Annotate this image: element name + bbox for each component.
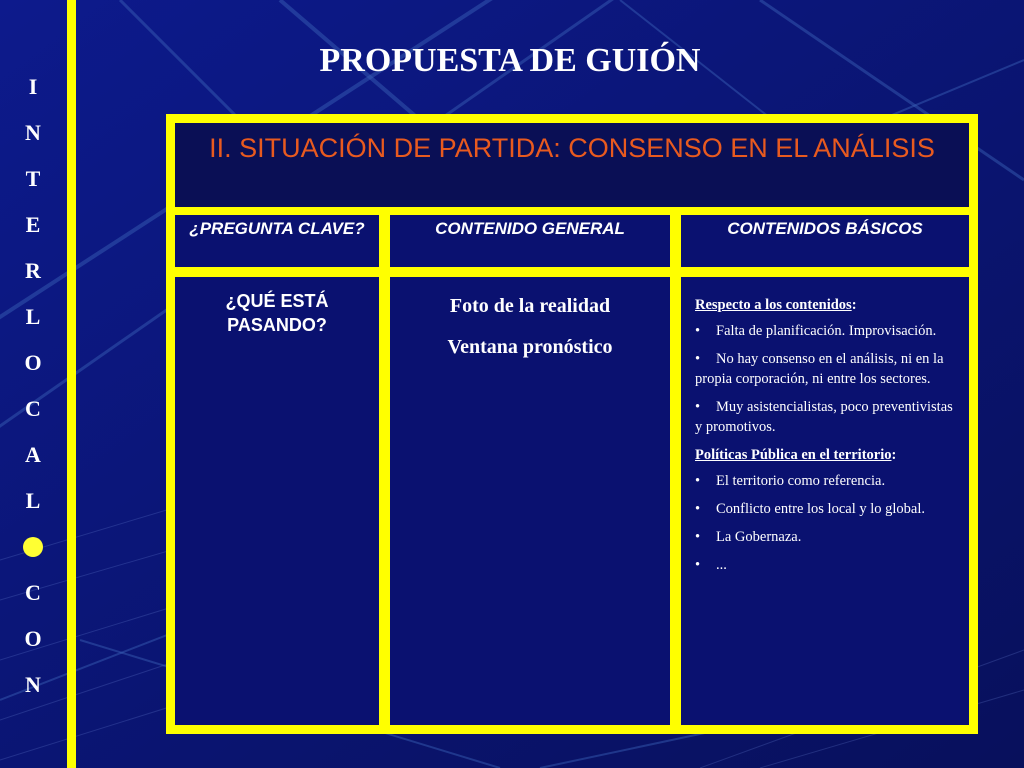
list-item: • El territorio como referencia. [695,473,886,489]
bullet-icon: • [695,529,701,545]
general-item: Ventana pronóstico [447,336,613,358]
key-question: ¿QUÉ ESTÁ PASANDO? [225,291,329,335]
bullet-icon: • [695,323,701,339]
side-letter: C [25,396,41,421]
list-item: • Muy asistencialistas, poco preventivistas y promotivos. [695,399,953,435]
side-letter: I [28,74,38,99]
side-letter: E [25,212,41,237]
content-table [166,114,978,734]
side-letter: N [25,672,41,697]
body-cell-pregunta [175,277,379,725]
column-header: CONTENIDO GENERAL [435,219,625,238]
body-cell-general [390,277,670,725]
side-letter: O [24,350,42,375]
side-letter: L [25,304,41,329]
side-letter: A [25,442,41,467]
yellow-dot-icon [23,537,43,557]
side-letter: N [25,120,41,145]
basic-contents [681,277,969,575]
column-header: ¿PREGUNTA CLAVE? [189,219,365,238]
side-yellow-bar [67,0,76,768]
group-heading: Respecto a los contenidos: [695,297,857,313]
bullet-icon: • [695,351,701,367]
header-cell-basicos [681,215,969,267]
side-letter: R [25,258,41,283]
body-cell-basicos [681,277,969,725]
list-item: • La Gobernaza. [695,529,802,545]
group-heading: Políticas Pública en el territorio: [695,447,897,463]
side-letter: L [25,488,41,513]
column-header: CONTENIDOS BÁSICOS [727,219,923,238]
list-item: • No hay consenso en el análisis, ni en la propia corporación, ni entre los sectores. [695,351,944,387]
side-letter: T [25,166,41,191]
list-item: • Conflicto entre los local y lo global. [695,501,925,517]
side-letter: C [25,580,41,605]
general-content [390,277,670,359]
side-letter: O [24,626,42,651]
header-cell-general [390,215,670,267]
header-cell-pregunta [175,215,379,267]
section-title-cell [175,123,969,207]
general-item: Foto de la realidad [449,295,611,317]
list-item: • ... [695,557,727,573]
section-title: II. SITUACIÓN DE PARTIDA: CONSENSO EN EL ANÁLISIS [209,133,935,163]
vertical-logo-interlocalcon [0,64,66,708]
page-title: PROPUESTA DE GUIÓN [319,42,701,79]
bullet-icon: • [695,501,701,517]
bullet-icon: • [695,473,701,489]
bullet-icon: • [695,399,701,415]
list-item: • Falta de planificación. Improvisación. [695,323,937,339]
bullet-icon: • [695,557,701,573]
